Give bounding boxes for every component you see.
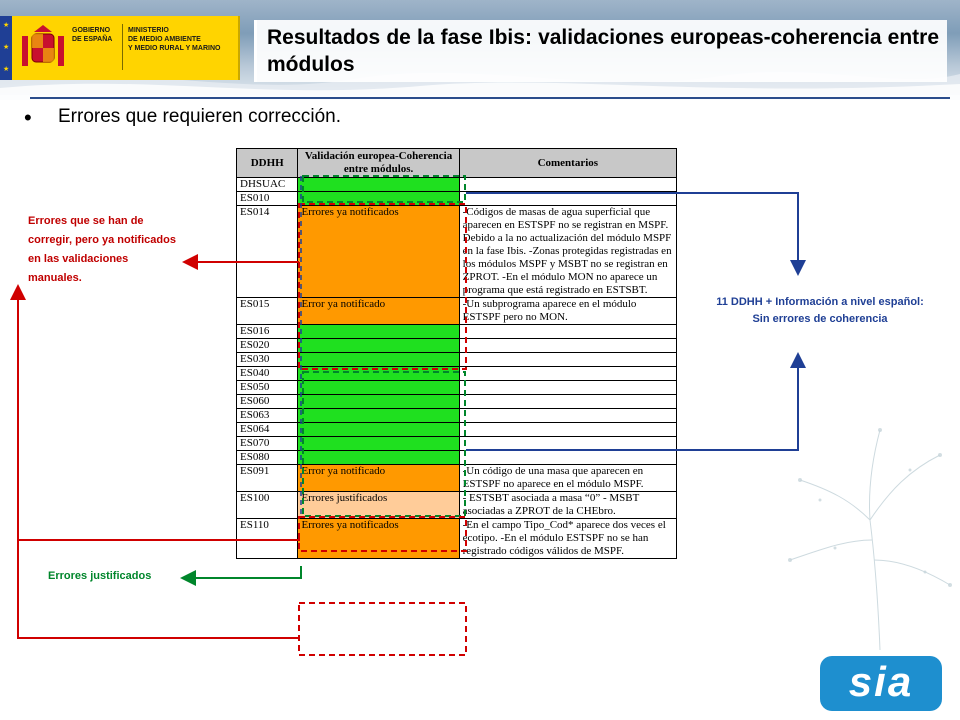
cell-ddhh: ES014: [237, 206, 298, 298]
cell-validacion: [298, 353, 459, 367]
table-row: [237, 353, 677, 367]
plant-seed-decoration: [788, 428, 952, 587]
red-annotation: Errores que se han de corregir, pero ya notificados en las validaciones manuales.: [28, 215, 176, 284]
cell-validacion: [298, 192, 459, 206]
cell-ddhh: ES060: [237, 395, 298, 409]
blue-annotation-line1: 11 DDHH + Información a nivel español:: [716, 296, 924, 308]
table-row: [237, 423, 677, 437]
cell-ddhh: ES015: [237, 298, 298, 325]
table-row: [237, 451, 677, 465]
ministry-label: MINISTERIO DE MEDIO AMBIENTE Y MEDIO RURAL Y MARINO: [128, 27, 221, 52]
cell-comentario: [459, 192, 676, 206]
title-box: [254, 20, 947, 82]
cell-validacion: Errores ya notificados: [298, 519, 459, 559]
cell-ddhh: ES080: [237, 451, 298, 465]
table-row: [237, 206, 677, 298]
government-label: GOBIERNO DE ESPAÑA: [72, 27, 113, 43]
table-row: [237, 519, 677, 559]
table-header-comentarios: Comentarios: [459, 149, 676, 178]
eu-flag-strip: [0, 16, 12, 80]
table-row: [237, 178, 677, 192]
cell-comentario: -Un código de una masa que aparecen en ESTSPF no aparece en el módulo MSPF.: [459, 465, 676, 492]
cell-comentario: [459, 423, 676, 437]
bullet-text: Errores que requieren corrección.: [58, 106, 342, 127]
cell-comentario: [459, 395, 676, 409]
eu-star-icon: ★: [3, 66, 10, 73]
cell-validacion: Error ya notificado: [298, 298, 459, 325]
cell-validacion: [298, 409, 459, 423]
cell-ddhh: ES100: [237, 492, 298, 519]
cell-ddhh: ES010: [237, 192, 298, 206]
table-row: [237, 465, 677, 492]
cell-comentario: - ESTSBT asociada a masa “0” - MSBT asociadas a ZPROT de la CHEbro.: [459, 492, 676, 519]
green-arrow: [188, 566, 301, 578]
table-row: [237, 298, 677, 325]
cell-comentario: [459, 339, 676, 353]
logo-divider: [122, 24, 123, 70]
cell-validacion: [298, 339, 459, 353]
blue-annotation: [690, 294, 950, 328]
cell-comentario: [459, 437, 676, 451]
cell-ddhh: ES070: [237, 437, 298, 451]
table-row: [237, 395, 677, 409]
cell-comentario: [459, 367, 676, 381]
eu-star-icon: ★: [3, 22, 10, 29]
table-row: [237, 409, 677, 423]
cell-ddhh: ES091: [237, 465, 298, 492]
cell-comentario: -Códigos de masas de agua superficial que aparecen en ESTSPF no se registran en MSPF. Debido a la no actualización del módulo MSPF en la fase Ibis. -Zonas protegidas registradas en los módulos MSPF y MSBT no se registran en ZPROT. -En el módulo MON no aparece un programa que está registrado en ESTSBT.: [459, 206, 676, 298]
sia-logo: [820, 656, 942, 711]
cell-validacion: [298, 395, 459, 409]
header-divider: [30, 97, 950, 99]
coat-of-arms-icon: [18, 22, 68, 74]
page-title: Resultados de la fase Ibis: validaciones europeas-coherencia entre módulos: [267, 26, 939, 76]
cell-comentario: -Un subprograma aparece en el módulo ESTSPF pero no MON.: [459, 298, 676, 325]
cell-comentario: [459, 451, 676, 465]
green-annotation: Errores justificados: [48, 570, 152, 582]
government-logo: [0, 16, 240, 80]
cell-ddhh: ES040: [237, 367, 298, 381]
table-row: [237, 437, 677, 451]
cell-validacion: [298, 423, 459, 437]
results-table: [236, 148, 677, 559]
sia-logo-text: sia: [848, 658, 914, 705]
blue-annotation-line2: Sin errores de coherencia: [752, 313, 888, 325]
eu-star-icon: ★: [3, 44, 10, 51]
cell-validacion: Errores ya notificados: [298, 206, 459, 298]
cell-validacion: Errores justificados: [298, 492, 459, 519]
red-dashed-outline: [299, 603, 466, 655]
cell-ddhh: ES064: [237, 423, 298, 437]
cell-ddhh: ES020: [237, 339, 298, 353]
cell-comentario: [459, 178, 676, 192]
cell-validacion: [298, 451, 459, 465]
table-row: [237, 192, 677, 206]
bullet-icon: •: [24, 105, 32, 130]
cell-comentario: [459, 381, 676, 395]
table-row: [237, 381, 677, 395]
cell-ddhh: ES016: [237, 325, 298, 339]
cell-ddhh: ES030: [237, 353, 298, 367]
table-header-row: [237, 149, 677, 178]
table-header-validacion: Validación europea-Coherencia entre módulos.: [298, 149, 459, 178]
cell-validacion: [298, 367, 459, 381]
cell-comentario: [459, 325, 676, 339]
cell-ddhh: DHSUAC: [237, 178, 298, 192]
table-row: [237, 325, 677, 339]
cell-comentario: [459, 409, 676, 423]
cell-validacion: [298, 178, 459, 192]
cell-ddhh: ES063: [237, 409, 298, 423]
cell-validacion: [298, 437, 459, 451]
cell-ddhh: ES050: [237, 381, 298, 395]
cell-validacion: Error ya notificado: [298, 465, 459, 492]
table-row: [237, 367, 677, 381]
cell-comentario: [459, 353, 676, 367]
cell-validacion: [298, 325, 459, 339]
table-header-ddhh: DDHH: [237, 149, 298, 178]
table-row: [237, 492, 677, 519]
cell-ddhh: ES110: [237, 519, 298, 559]
table-row: [237, 339, 677, 353]
cell-comentario: -En el campo Tipo_Cod* aparece dos veces el ecotipo. -En el módulo ESTSPF no se han registrado códigos válidos de MSPF.: [459, 519, 676, 559]
cell-validacion: [298, 381, 459, 395]
plant-decoration: [790, 430, 950, 650]
